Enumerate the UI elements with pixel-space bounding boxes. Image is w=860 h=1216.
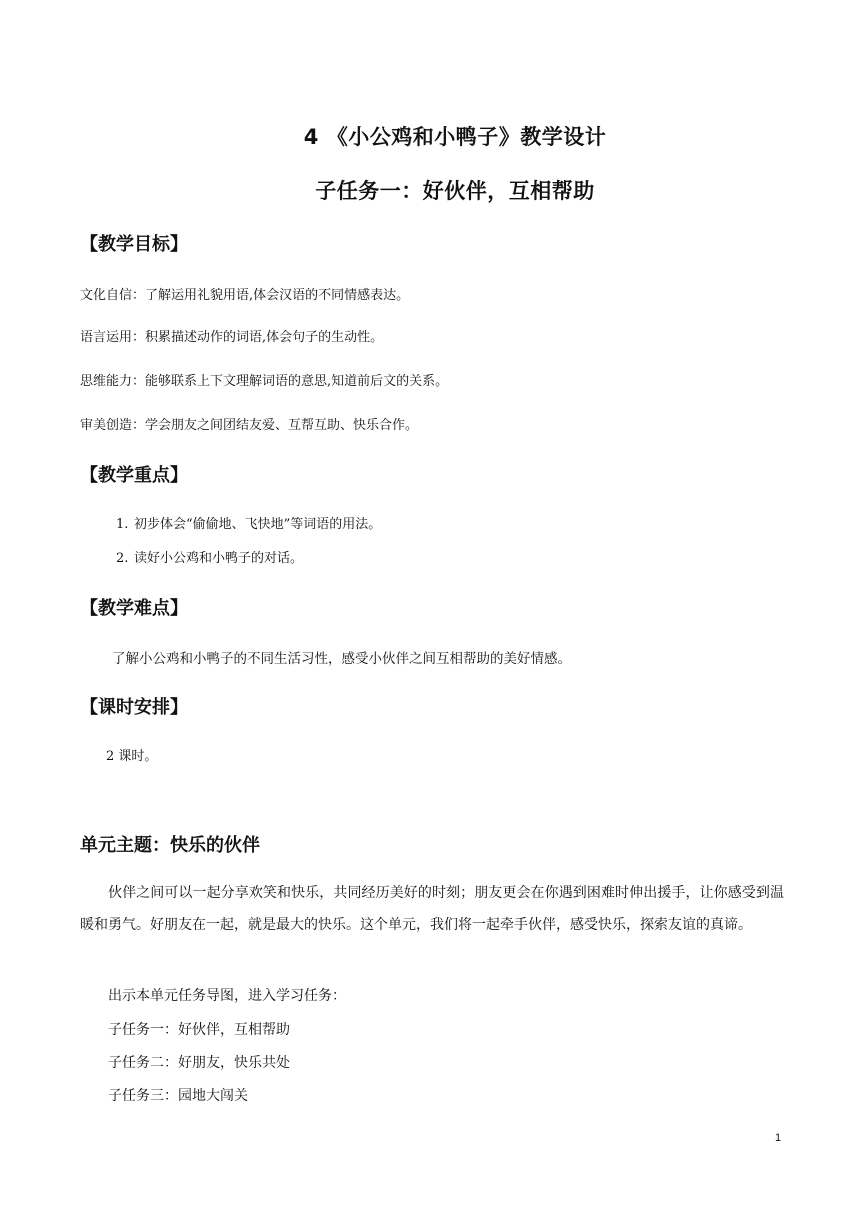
unit-paragraph: 伙伴之间可以一起分享欢笑和快乐，共同经历美好的时刻；朋友更会在你遇到困难时伸出援手，让你感受到温暖和勇气。好朋友在一起，就是最大的快乐。这个单元，我们将一起牵手伙伴，感受快乐，探索友谊的真谛。 <box>80 885 784 933</box>
page-number: 1 <box>775 1132 782 1144</box>
key-point-item <box>116 547 303 566</box>
key-points-heading: 【教学重点】 <box>80 465 188 486</box>
schedule-heading: 【课时安排】 <box>80 697 188 718</box>
unit-task-item: 子任务二：好朋友，快乐共处 <box>108 1055 290 1071</box>
list-text: 读好小公鸡和小鸭子的对话。 <box>134 551 304 566</box>
objective-item: 思维能力：能够联系上下文理解词语的意思,知道前后文的关系。 <box>80 374 449 389</box>
schedule-text: 2 课时。 <box>106 749 158 764</box>
list-text: 初步体会“偷偷地、飞快地”等词语的用法。 <box>134 517 382 532</box>
objective-item: 审美创造：学会朋友之间团结友爱、互帮互助、快乐合作。 <box>80 418 419 433</box>
key-point-item <box>116 513 381 532</box>
list-number: 1. <box>116 517 129 532</box>
unit-task-item: 子任务三：园地大闯关 <box>108 1088 248 1104</box>
objective-item: 文化自信：了解运用礼貌用语,体会汉语的不同情感表达。 <box>80 288 410 303</box>
document-subtitle: 子任务一：好伙伴，互相帮助 <box>315 179 595 203</box>
unit-task-item: 子任务一：好伙伴，互相帮助 <box>108 1022 290 1038</box>
list-number: 2. <box>116 551 129 566</box>
unit-intro: 出示本单元任务导图，进入学习任务： <box>108 988 346 1004</box>
difficulties-text: 了解小公鸡和小鸭子的不同生活习性，感受小伙伴之间互相帮助的美好情感。 <box>112 651 571 667</box>
objectives-heading: 【教学目标】 <box>80 234 188 255</box>
difficulties-heading: 【教学难点】 <box>80 598 188 619</box>
document-title: 4 《小公鸡和小鸭子》教学设计 <box>303 125 607 149</box>
unit-heading: 单元主题：快乐的伙伴 <box>80 835 260 856</box>
objective-item: 语言运用：积累描述动作的词语,体会句子的生动性。 <box>80 330 384 345</box>
